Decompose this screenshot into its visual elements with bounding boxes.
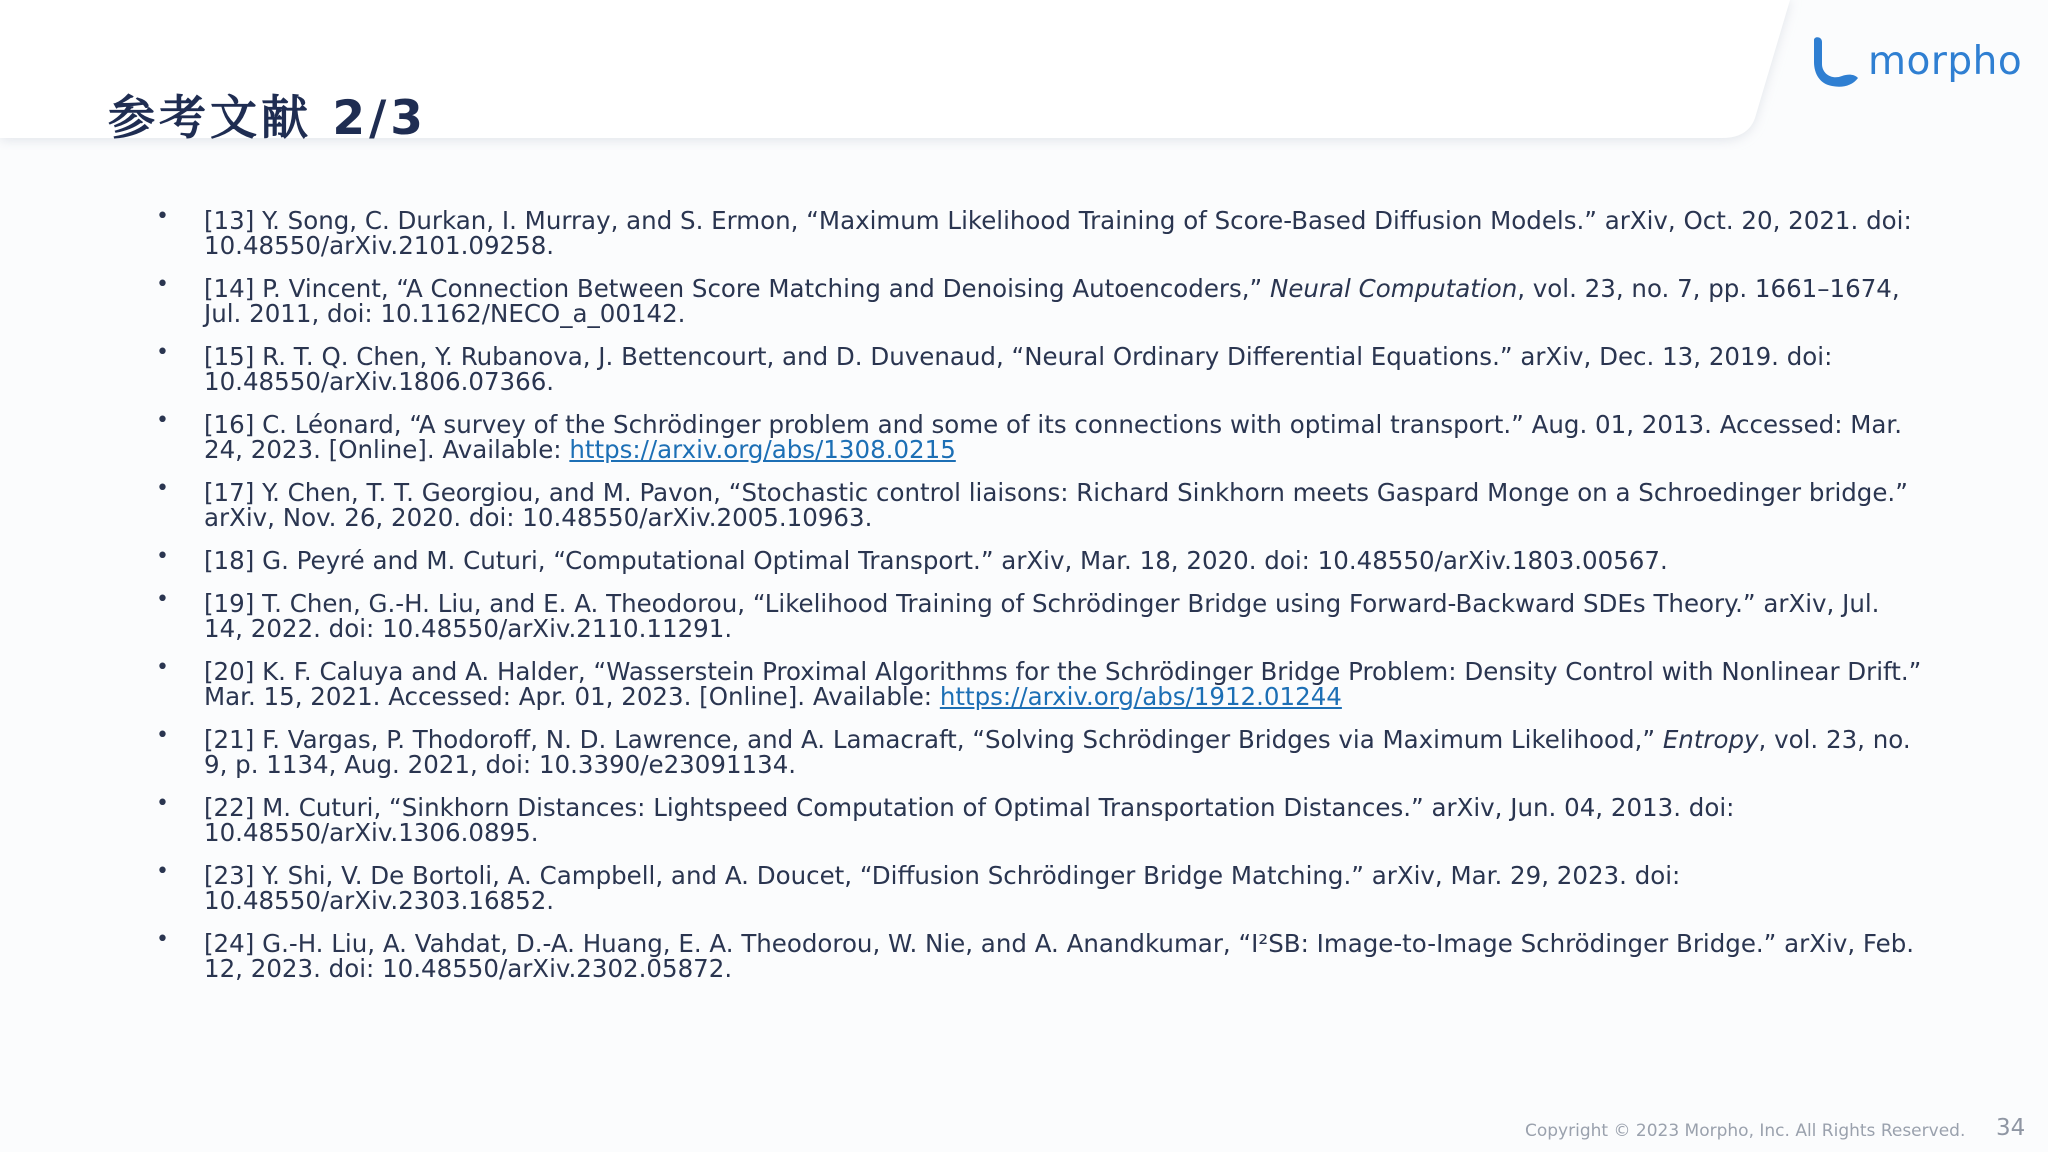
reference-text: [19] T. Chen, G.-H. Liu, and E. A. Theodorou, “Likelihood Training of Schrödinger Bridge using Forward-Backward SDEs Theory.” arXiv, Jul. 14, 2022. doi: 10.48550/arXiv.2110.11291.: [204, 589, 1880, 643]
bullet-icon: •: [156, 408, 169, 433]
company-logo: [1808, 34, 2022, 88]
reference-text: [17] Y. Chen, T. T. Georgiou, and M. Pavon, “Stochastic control liaisons: Richard Sinkhorn meets Gaspard Monge on a Schroedinger bridge.” arXiv, Nov. 26, 2020. doi: 10.48550/arXiv.2005.10963.: [204, 478, 1908, 532]
bullet-icon: •: [156, 204, 169, 229]
logo-wordmark: morpho: [1868, 38, 2023, 84]
reference-text: , vol. 23, no. 9, p. 1134, Aug. 2021, doi: 10.3390/e23091134.: [204, 725, 1911, 779]
reference-text: [24] G.-H. Liu, A. Vahdat, D.-A. Huang, E. A. Theodorou, W. Nie, and A. Anandkumar, “I²SB: Image-to-Image Schrödinger Bridge.” arXiv, Feb. 12, 2023. doi: 10.48550/arXiv.2302.05872.: [204, 929, 1915, 983]
reference-text: [18] G. Peyré and M. Cuturi, “Computational Optimal Transport.” arXiv, Mar. 18, 2020. doi: 10.48550/arXiv.1803.00567.: [204, 546, 1668, 575]
bullet-icon: •: [156, 655, 169, 680]
reference-text: [14] P. Vincent, “A Connection Between Score Matching and Denoising Autoencoders,”: [204, 274, 1271, 303]
reference-text: [15] R. T. Q. Chen, Y. Rubanova, J. Bettencourt, and D. Duvenaud, “Neural Ordinary Differential Equations.” arXiv, Dec. 13, 2019. doi: 10.48550/arXiv.1806.07366.: [204, 342, 1833, 396]
reference-text: [16] C. Léonard, “A survey of the Schrödinger problem and some of its connections with optimal transport.” Aug. 01, 2013. Accessed: Mar. 24, 2023. [Online]. Available:: [204, 410, 1903, 464]
reference-item: [152, 723, 1922, 779]
reference-item: [152, 408, 1922, 464]
reference-text: [13] Y. Song, C. Durkan, I. Murray, and S. Ermon, “Maximum Likelihood Training of Score-Based Diffusion Models.” arXiv, Oct. 20, 2021. doi: 10.48550/arXiv.2101.09258.: [204, 206, 1912, 260]
reference-journal: Entropy: [1662, 725, 1759, 754]
reference-text: [23] Y. Shi, V. De Bortoli, A. Campbell, and A. Doucet, “Diffusion Schrödinger Bridge Matching.” arXiv, Mar. 29, 2023. doi: 10.48550/arXiv.2303.16852.: [204, 861, 1681, 915]
bullet-icon: •: [156, 723, 169, 748]
reference-link[interactable]: https://arxiv.org/abs/1912.01244: [939, 682, 1342, 711]
reference-item: [152, 859, 1922, 915]
reference-link[interactable]: https://arxiv.org/abs/1308.0215: [569, 435, 956, 464]
reference-item: [152, 791, 1922, 847]
reference-item: [152, 272, 1922, 328]
page-title: 参考文献 2/3: [108, 91, 427, 147]
reference-item: [152, 476, 1922, 532]
bullet-icon: •: [156, 272, 169, 297]
bullet-icon: •: [156, 544, 169, 569]
reference-text: [20] K. F. Caluya and A. Halder, “Wasserstein Proximal Algorithms for the Schrödinger Bridge Problem: Density Control with Nonlinear Drift.” Mar. 15, 2021. Accessed: Apr. 01, 2023. [Online]. Available:: [204, 657, 1922, 711]
bullet-icon: •: [156, 340, 169, 365]
reference-item: [152, 204, 1922, 260]
page-number: 34: [1996, 1115, 2026, 1141]
reference-item: [152, 587, 1922, 643]
reference-item: [152, 544, 1922, 575]
reference-text: , vol. 23, no. 7, pp. 1661–1674, Jul. 2011, doi: 10.1162/NECO_a_00142.: [204, 274, 1900, 328]
reference-item: [152, 340, 1922, 396]
reference-list: [152, 204, 1922, 999]
reference-text: [22] M. Cuturi, “Sinkhorn Distances: Lightspeed Computation of Optimal Transportation Distances.” arXiv, Jun. 04, 2013. doi: 10.48550/arXiv.1306.0895.: [204, 793, 1735, 847]
morpho-logo-icon: [1808, 34, 1864, 88]
reference-item: [152, 655, 1922, 711]
bullet-icon: •: [156, 927, 169, 952]
bullet-icon: •: [156, 476, 169, 501]
reference-text: [21] F. Vargas, P. Thodoroff, N. D. Lawrence, and A. Lamacraft, “Solving Schrödinger Bridges via Maximum Likelihood,”: [204, 725, 1663, 754]
bullet-icon: •: [156, 791, 169, 816]
copyright-notice: Copyright © 2023 Morpho, Inc. All Rights Reserved.: [1525, 1121, 1966, 1141]
bullet-icon: •: [156, 859, 169, 884]
bullet-icon: •: [156, 587, 169, 612]
reference-item: [152, 927, 1922, 983]
reference-journal: Neural Computation: [1270, 274, 1518, 303]
